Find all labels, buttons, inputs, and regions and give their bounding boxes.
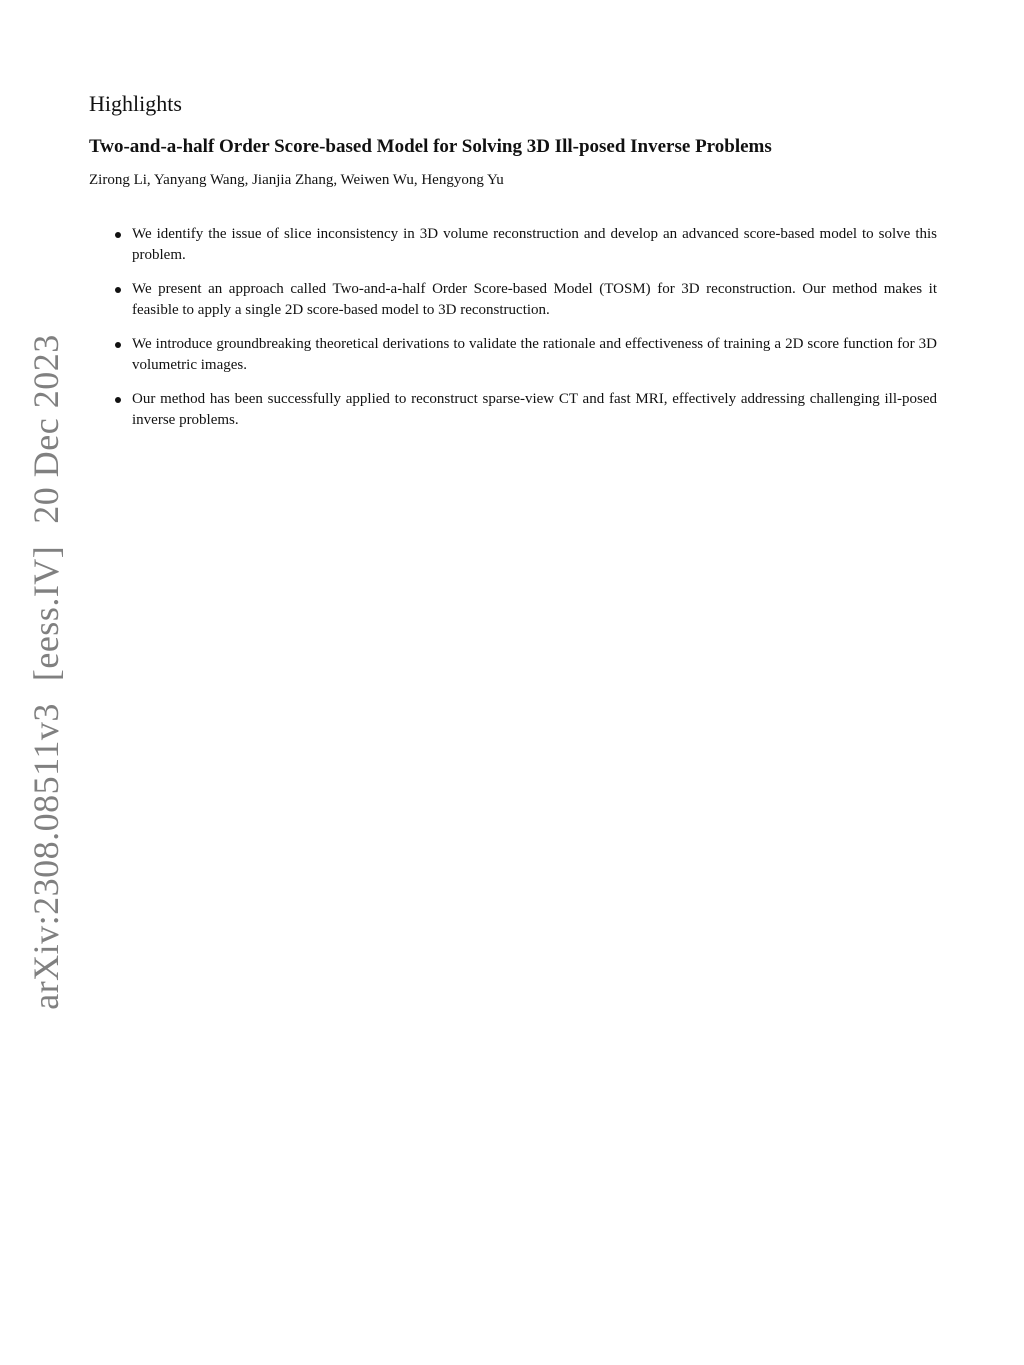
paper-title: Two-and-a-half Order Score-based Model for Solving 3D Ill-posed Inverse Problems bbox=[89, 136, 772, 157]
arxiv-category: [eess.IV] bbox=[26, 545, 66, 682]
highlight-text: We identify the issue of slice inconsistency in 3D volume reconstruction and develop an advanced score-based model to solve this problem. bbox=[132, 226, 937, 263]
highlight-item bbox=[89, 389, 937, 431]
highlight-text: We introduce groundbreaking theoretical derivations to validate the rationale and effectiveness of training a 2D score function for 3D volumetric images. bbox=[132, 336, 937, 373]
bullet-icon bbox=[115, 397, 121, 403]
arxiv-date: 20 Dec 2023 bbox=[26, 334, 66, 524]
highlight-item bbox=[89, 279, 937, 321]
highlights-list bbox=[89, 224, 937, 444]
highlights-heading: Highlights bbox=[89, 91, 182, 116]
highlight-text: We present an approach called Two-and-a-half Order Score-based Model (TOSM) for 3D reconstruction. Our method makes it feasible to apply a single 2D score-based model to 3D reconstruction. bbox=[132, 281, 937, 318]
bullet-icon bbox=[115, 232, 121, 238]
arxiv-stamp bbox=[26, 334, 66, 1010]
highlight-text: Our method has been successfully applied to reconstruct sparse-view CT and fast MRI, effectively addressing challenging ill-posed inverse problems. bbox=[132, 391, 937, 428]
highlight-item bbox=[89, 334, 937, 376]
bullet-icon bbox=[115, 342, 121, 348]
bullet-icon bbox=[115, 287, 121, 293]
highlight-item bbox=[89, 224, 937, 266]
author-list: Zirong Li, Yanyang Wang, Jianjia Zhang, Weiwen Wu, Hengyong Yu bbox=[89, 172, 504, 188]
arxiv-identifier: arXiv:2308.08511v3 bbox=[26, 703, 66, 1010]
